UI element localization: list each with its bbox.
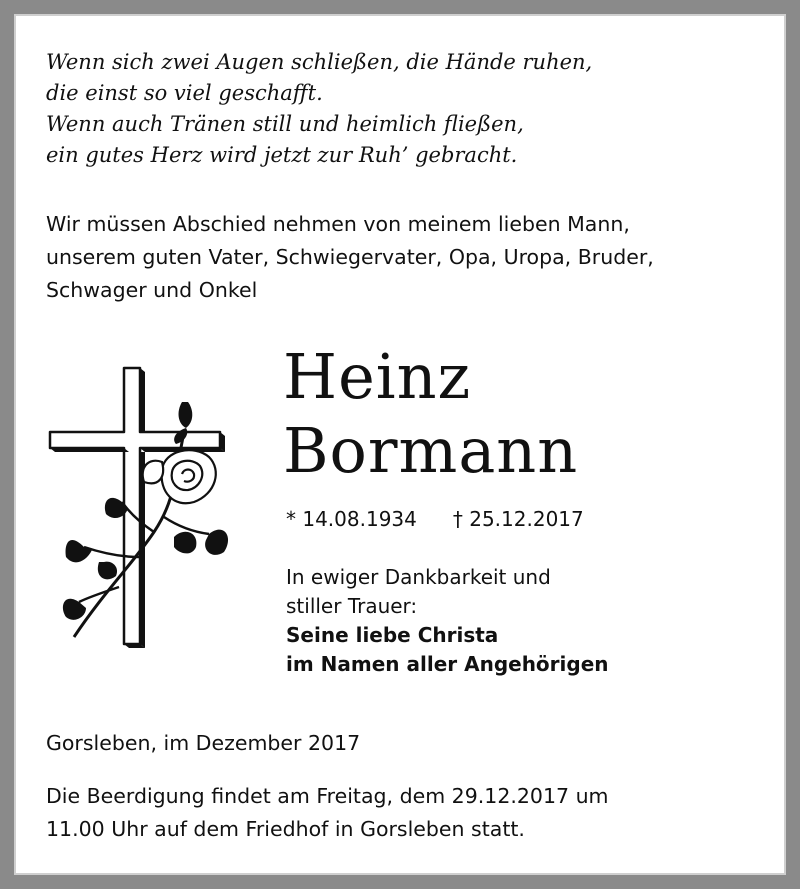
death-date: † 25.12.2017 <box>452 507 584 531</box>
funeral-notice <box>46 780 766 846</box>
funeral-line: 11.00 Uhr auf dem Friedhof in Gorsleben statt. <box>46 817 525 841</box>
intro-line: Wir müssen Abschied nehmen von meinem lieben Mann, <box>46 212 630 236</box>
deceased-name <box>283 340 578 488</box>
first-name: Heinz <box>283 340 472 413</box>
farewell-intro <box>46 208 766 307</box>
poem-verse <box>46 47 766 171</box>
poem-line: die einst so viel geschafft. <box>46 81 323 105</box>
signer-primary: Seine liebe Christa <box>286 623 499 647</box>
mourning-line: stiller Trauer: <box>286 594 418 618</box>
poem-line: Wenn auch Tränen still und heimlich fließen, <box>46 112 524 136</box>
funeral-line: Die Beerdigung findet am Freitag, dem 29.12.2017 um <box>46 784 609 808</box>
poem-line: ein gutes Herz wird jetzt zur Ruh’ gebracht. <box>46 143 518 167</box>
birth-date: * 14.08.1934 <box>286 507 417 531</box>
mourning-block <box>286 563 609 679</box>
cross-with-rose-icon <box>44 362 234 652</box>
last-name: Bormann <box>283 414 579 487</box>
poem-line: Wenn sich zwei Augen schließen, die Hände ruhen, <box>46 50 593 74</box>
life-dates <box>286 504 584 534</box>
signer-secondary: im Namen aller Angehörigen <box>286 652 609 676</box>
intro-line: Schwager und Onkel <box>46 278 258 302</box>
intro-line: unserem guten Vater, Schwiegervater, Opa, Uropa, Bruder, <box>46 245 654 269</box>
place-date: Gorsleben, im Dezember 2017 <box>46 731 361 755</box>
mourning-line: In ewiger Dankbarkeit und <box>286 565 551 589</box>
